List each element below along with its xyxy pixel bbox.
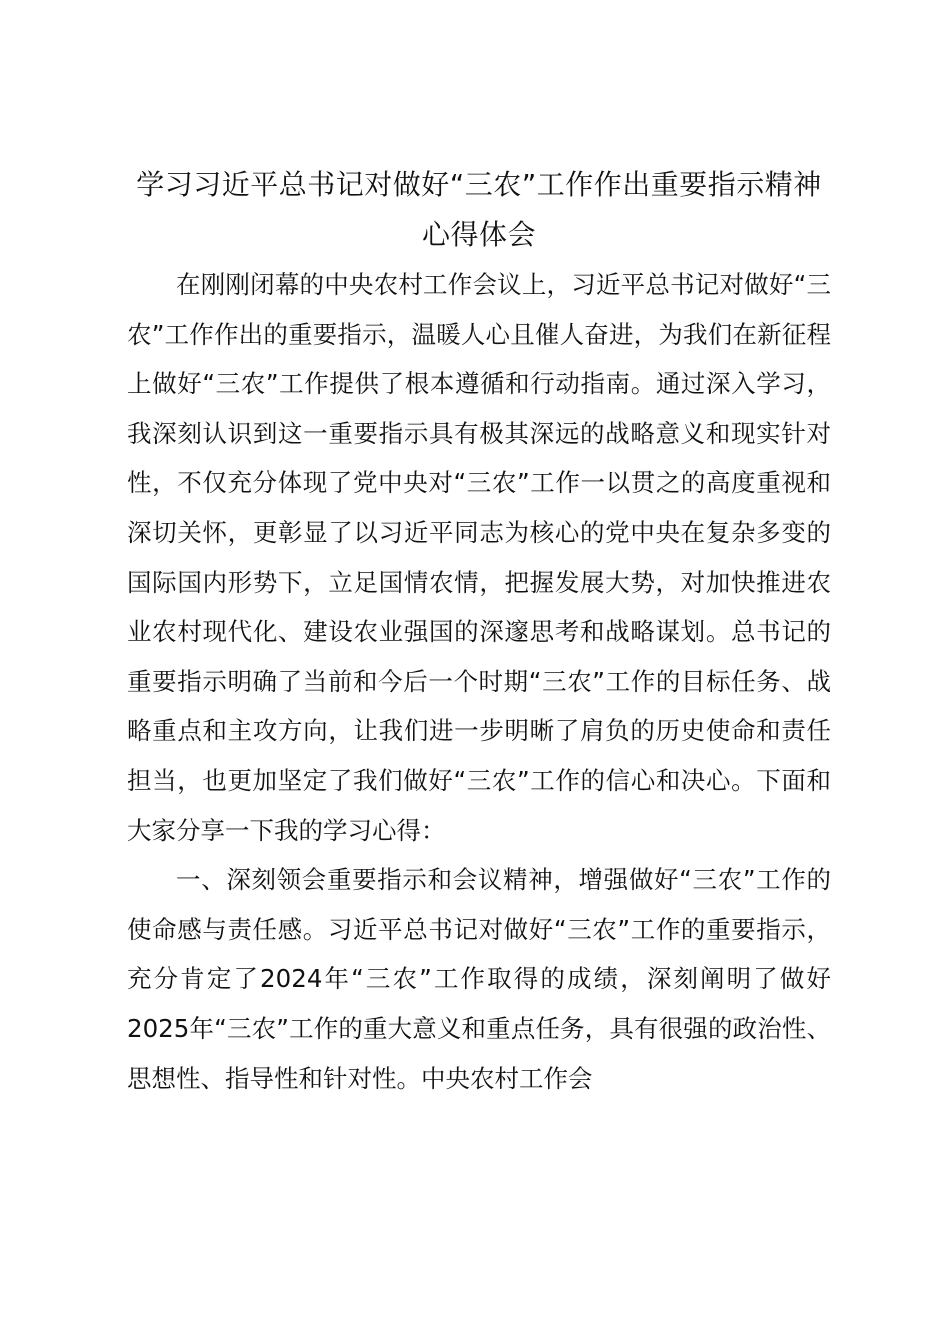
document-body [127, 160, 831, 1103]
paragraph-intro: 在刚刚闭幕的中央农村工作会议上，习近平总书记对做好“三农”工作作出的重要指示，温暖人心且催人奋进，为我们在新征程上做好“三农”工作提供了根本遵循和行动指南。通过深入学习，我深刻认识到这一重要指示具有极其深远的战略意义和现实针对性，不仅充分体现了党中央对“三农”工作一以贯之的高度重视和深切关怀，更彰显了以习近平同志为核心的党中央在复杂多变的国际国内形势下，立足国情农情，把握发展大势，对加快推进农业农村现代化、建设农业强国的深邃思考和战略谋划。总书记的重要指示明确了当前和今后一个时期“三农”工作的目标任务、战略重点和主攻方向，让我们进一步明晰了肩负的历史使命和责任担当，也更加坚定了我们做好“三农”工作的信心和决心。下面和大家分享一下我的学习心得： [127, 270, 831, 845]
document-title: 学习习近平总书记对做好“三农”工作作出重要指示精神心得体会 [136, 168, 822, 251]
paragraph-section-one: 一、深刻领会重要指示和会议精神，增强做好“三农”工作的使命感与责任感。习近平总书记对做好“三农”工作的重要指示，充分肯定了2024年“三农”工作取得的成绩，深刻阐明了做好2025年“三农”工作的重大意义和重点任务，具有很强的政治性、思想性、指导性和针对性。中央农村工作会 [127, 865, 831, 1093]
